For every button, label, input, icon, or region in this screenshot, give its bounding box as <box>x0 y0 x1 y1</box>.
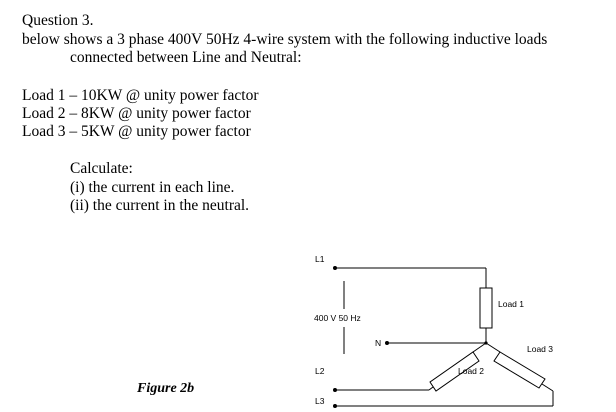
question-intro-line2: connected between Line and Neutral: <box>70 49 302 66</box>
question-title: Question 3. <box>22 12 94 29</box>
calculate-heading: Calculate: <box>70 160 133 177</box>
l3-terminal <box>333 404 337 408</box>
l2-terminal <box>333 388 337 392</box>
label-l2: L2 <box>315 366 325 376</box>
l1-terminal <box>333 266 337 270</box>
load-3-spec: Load 3 – 5KW @ unity power factor <box>22 123 251 140</box>
figure-caption: Figure 2b <box>137 381 195 396</box>
load-2-spec: Load 2 – 8KW @ unity power factor <box>22 105 251 122</box>
label-supply: 400 V 50 Hz <box>314 313 361 323</box>
label-load3: Load 3 <box>527 344 553 354</box>
label-neutral: N <box>375 338 382 348</box>
label-load1: Load 1 <box>498 299 524 309</box>
load1-resistor <box>480 288 492 328</box>
label-load2: Load 2 <box>458 366 484 376</box>
load-1-spec: Load 1 – 10KW @ unity power factor <box>22 87 259 104</box>
neutral-terminal <box>385 341 389 345</box>
load3-resistor <box>494 352 545 388</box>
load3-lead-upper <box>486 343 500 352</box>
question-intro-line1: below shows a 3 phase 400V 50Hz 4-wire system with the following inductive loads <box>22 31 548 48</box>
label-l3: L3 <box>315 396 325 406</box>
load3-lead-lower <box>542 384 553 391</box>
load2-lead-lower <box>429 387 433 390</box>
load2-lead-upper <box>473 343 486 352</box>
star-point <box>484 341 487 344</box>
label-l1: L1 <box>315 254 325 264</box>
calculate-item-2: (ii) the current in the neutral. <box>70 197 250 214</box>
calculate-item-1: (i) the current in each line. <box>70 179 235 196</box>
